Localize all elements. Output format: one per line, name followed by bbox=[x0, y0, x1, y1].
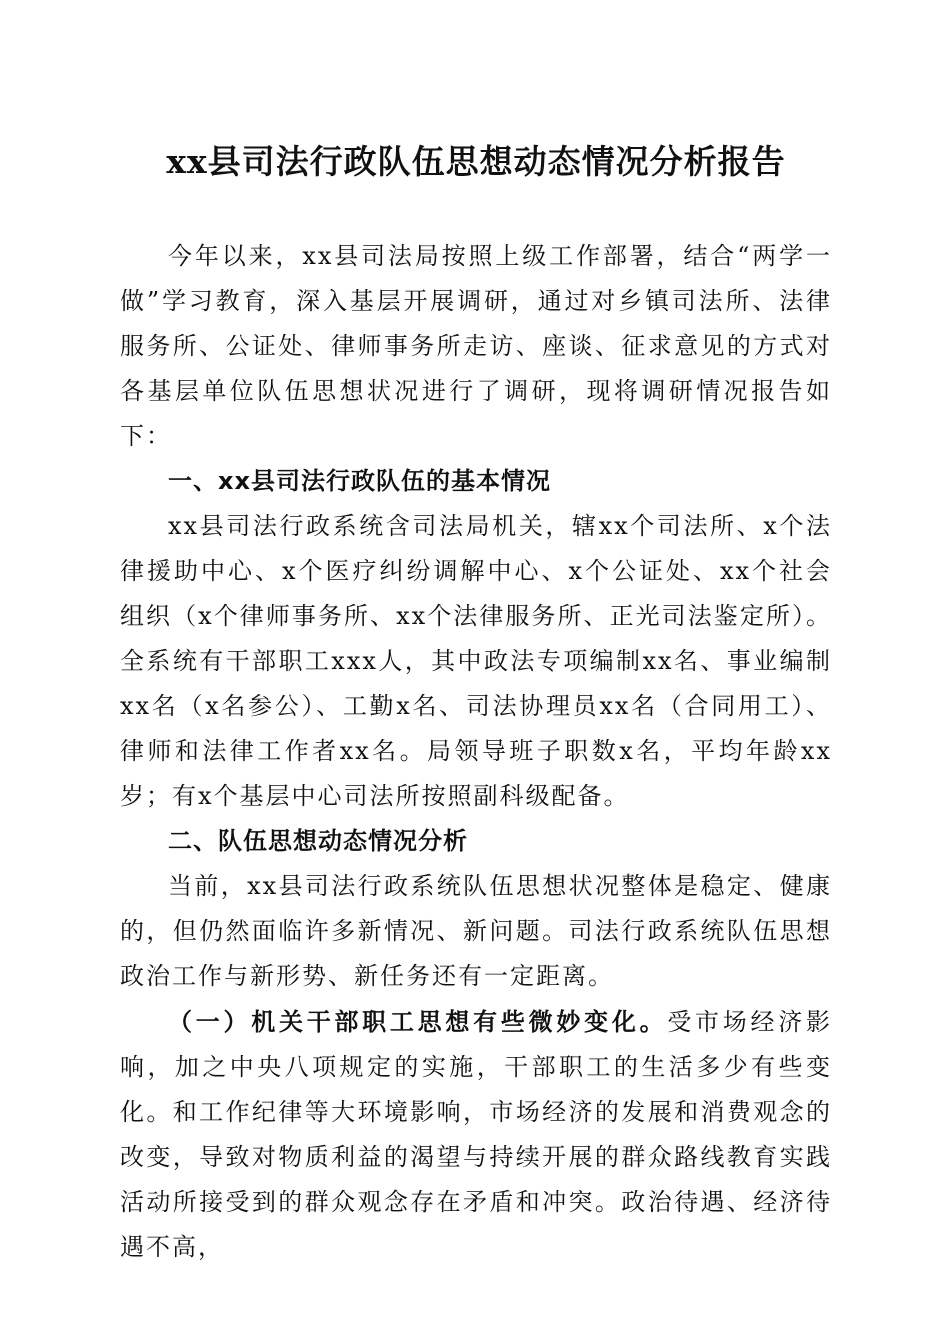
document-page bbox=[120, 140, 832, 1270]
section-2-heading: 二、队伍思想动态情况分析 bbox=[168, 827, 468, 855]
subsection-1-lead: （一）机关干部职工思想有些微妙变化。 bbox=[168, 1007, 668, 1036]
subsection-1-paragraph bbox=[120, 999, 832, 1270]
section-1-heading: 一、xx县司法行政队伍的基本情况 bbox=[168, 467, 551, 495]
document-title: xx县司法行政队伍思想动态情况分析报告 bbox=[166, 142, 786, 181]
intro-paragraph: 今年以来，xx县司法局按照上级工作部署，结合“两学一做”学习教育，深入基层开展调研，通过对乡镇司法所、法律服务所、公证处、律师事务所走访、座谈、征求意见的方式对各基层单位队伍思想状况进行了调研，现将调研情况报告如下： bbox=[120, 242, 832, 450]
section-2-paragraph: 当前，xx县司法行政系统队伍思想状况整体是稳定、健康的，但仍然面临许多新情况、新问题。司法行政系统队伍思想政治工作与新形势、新任务还有一定距离。 bbox=[120, 872, 832, 990]
section-1-paragraph: xx县司法行政系统含司法局机关，辖xx个司法所、x个法律援助中心、x个医疗纠纷调解中心、x个公证处、xx个社会组织（x个律师事务所、xx个法律服务所、正光司法鉴定所）。全系统有干部职工xxx人，其中政法专项编制xx名、事业编制xx名（x名参公）、工勤x名、司法协理员xx名（合同用工）、律师和法律工作者xx名。局领导班子职数x名，平均年龄xx岁；有x个基层中心司法所按照副科级配备。 bbox=[120, 512, 832, 810]
subsection-1-body: 受市场经济影响，加之中央八项规定的实施，干部职工的生活多少有些变化。和工作纪律等大环境影响，市场经济的发展和消费观念的改变，导致对物质利益的渴望与持续开展的群众路线教育实践活动所接受到的群众观念存在矛盾和冲突。政治待遇、经济待遇不高， bbox=[120, 1008, 833, 1261]
